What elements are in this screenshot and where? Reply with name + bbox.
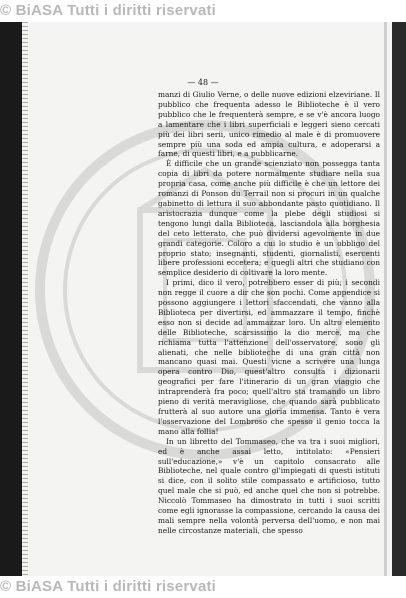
body-text bbox=[158, 90, 380, 536]
page-number: — 48 — bbox=[187, 78, 219, 87]
left-margin-shadow bbox=[22, 22, 28, 576]
paragraph: È difficile che un grande scienziato non posseggа tanta copia di libri da potere normalmente studiare nella sua propria casa, come anche più difficile è che un lettore dei romanzi di Ponson du Terrail non si procuri in un qualche gabinetto di lettura il suo abbondante pasto quotidiano. Il aristocrazia dunque come la plebe degli studiosi si tengono lungi dalla Biblioteca, lasciandola alla borghesia del ceto letterato, che può dividersi agevolmente in due grandi categorie. Coloro a cui lo studio è un obbligo del proprio stato; insegnanti, studenti, giornalisti, esercenti libere professioni eccetera; e quegli altri che studiano con semplice desiderio di coltivare la loro mente. bbox=[158, 159, 380, 278]
paragraph: In un libretto del Tommaseo, che va tra i suoi migliori, ed è anche assai letto, intitolato: «Pensieri sull'educazione,» v'è un capitolo consacrato alle Biblioteche, nel quale contro gl'impiegati di questi istituti si dice, con il solito stile compassato e artificioso, tutto quel male che si può, ed anche quel che non si potrebbe. Niccolò Tommaseo ha dimostrato in tutti i suoi scritti come egli ignorasse la compassione, cercando la causa dei mali sempre nella volontà perversa dell'uomo, e non mai nelle circostanze materiali, che spesso bbox=[158, 436, 380, 535]
watermark-top: © BiASA Tutti i diritti riservati bbox=[0, 2, 217, 19]
left-binding-strip bbox=[0, 22, 22, 576]
paragraph: I primi, dico il vero, potrebbero esser di più; i secondi non regge il cuore a dir che son pochi. Come appendice si possono aggiungere i lettori sfaccendati, che vanno alla Biblioteca per divertirsi, ed ammazzare il tempo, finchè esso non si decide ad ammazzar loro. Un altro elemento delle Biblioteche, scarsissimo la dio mercè, ma che richiama tutta l'attenzione dell'osservatore, sono gli alienati, che nelle biblioteche di una gran città non mancano quasi mai. Questi vicne a scrivere una lunga opera contro Dio, quest'altro consulta i dizionarii geografici per fare l'itinerario di un gran viaggio che intraprenderà fra poco; quell'altro sta tramando un libro pieno di verità meravigliose, che quando sarà pubblicato frutterà al suo autore una gloria immensa. Tanto è vera l'osservazione del Lombroso che spesso il genio tocca la mano alla follia! bbox=[158, 278, 380, 436]
right-binding-strip bbox=[392, 22, 406, 576]
page-edge bbox=[384, 22, 387, 576]
watermark-bottom: © BiASA Tutti i diritti riservati bbox=[0, 578, 217, 595]
paragraph: manzi di Giulio Verne, o delle nuove edizioni elzeviriane. Il pubblico che frequenta adesso le Biblioteche è il vero pubblico che le frequenterà sempre, e se v'è ancora luogo a lamentare che i libri superficiali e leggeri sieno cercati più dei libri serii, unico rimedio al male è di promuovere sempre più una soda ed ampia cultura, e adoperarsi a farne, di questi libri, e a pubblicarne. bbox=[158, 90, 380, 159]
